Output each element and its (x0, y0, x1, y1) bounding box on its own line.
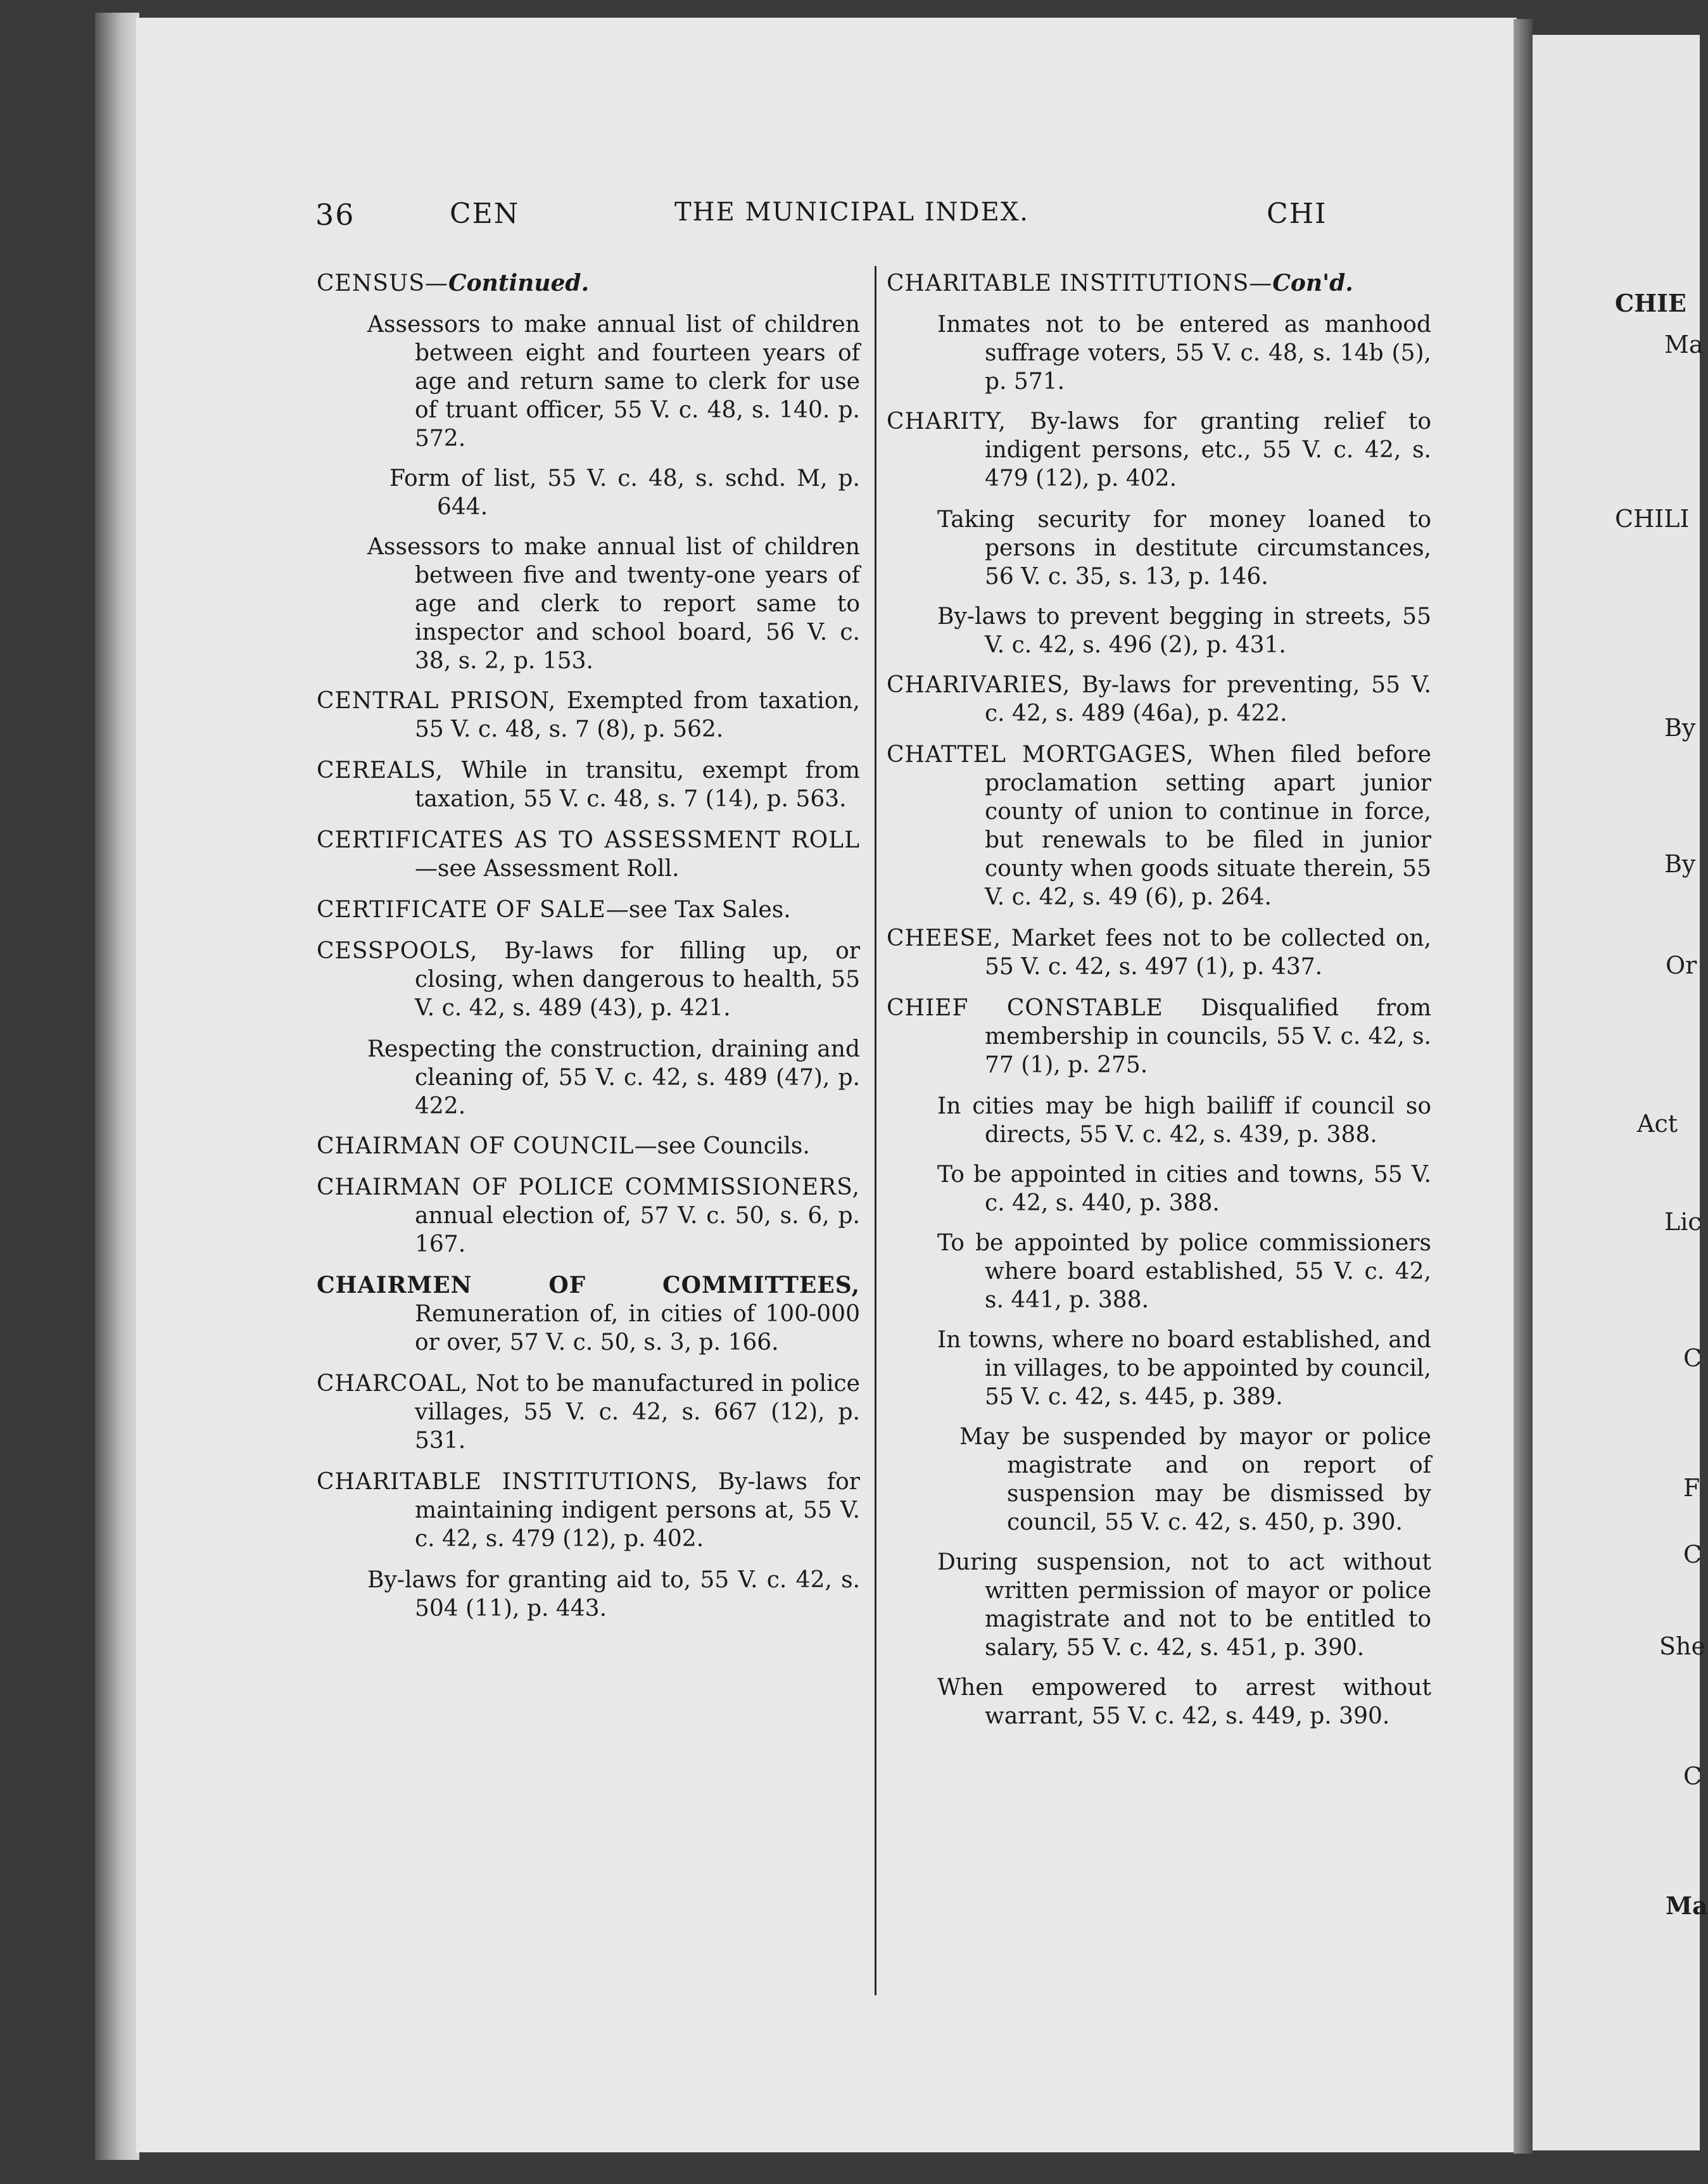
next-page-fragment: CHILI (1615, 505, 1690, 533)
next-page-fragment: Act (1637, 1110, 1678, 1138)
index-entry: CHAIRMAN OF POLICE COMMISSIONERS, annual election of, 57 V. c. 50, s. 6, p. 167. (317, 1174, 860, 1257)
next-page-fragment: By (1664, 714, 1696, 742)
index-entry: CERTIFICATES AS TO ASSESSMENT ROLL—see Assessment Roll. (317, 827, 860, 882)
index-entry: CHARIVARIES, By-laws for preventing, 55 V. c. 42, s. 489 (46a), p. 422. (887, 672, 1431, 727)
next-page-fragment: C (1683, 1540, 1702, 1568)
running-title: THE MUNICIPAL INDEX. (674, 198, 1030, 227)
next-page-fragment: She (1659, 1632, 1705, 1660)
adjacent-page (1533, 35, 1708, 2150)
index-subentry: During suspension, not to act without written permission of mayor or police magistrate and not to be entitled to salary, 55 V. c. 42, s. 451, p. 390. (937, 1549, 1431, 1661)
index-column-left (317, 269, 860, 1634)
next-page-fragment: By (1664, 850, 1696, 878)
next-page-fragment: Ma (1664, 331, 1704, 359)
next-page-fragment: Ma (1666, 1891, 1708, 1920)
index-subentry: In towns, where no board established, and in villages, to be appointed by council, 55 V. c. 42, s. 445, p. 389. (937, 1327, 1431, 1410)
next-page-fragment: Lic (1664, 1208, 1702, 1236)
index-heading: CHARITABLE INSTITUTIONS—Con'd. (887, 270, 1353, 296)
index-subentry: By-laws for granting aid to, 55 V. c. 42, s. 504 (11), p. 443. (367, 1567, 860, 1622)
index-entry: CENTRAL PRISON, Exempted from taxation, 55 V. c. 48, s. 7 (8), p. 562. (317, 688, 860, 742)
index-entry: CERTIFICATE OF SALE—see Tax Sales. (317, 897, 791, 923)
next-page-fragment: Or (1666, 951, 1697, 979)
index-subentry: May be suspended by mayor or police magistrate and on report of suspension may be dismissed by council, 55 V. c. 42, s. 450, p. 390. (959, 1424, 1431, 1535)
index-subentry: To be appointed by police commissioners where board established, 55 V. c. 42, s. 441, p. 388. (937, 1230, 1431, 1313)
index-entry: CHATTEL MORTGAGES, When filed before proclamation setting apart junior county of union to continue in force, but renewals to be filed in junior county when goods situate therein, 55 V. c. 42, s. 49 (6), p. 264. (887, 742, 1431, 910)
index-entry: CHAIRMAN OF COUNCIL—see Councils. (317, 1133, 810, 1159)
left-guide-word: CEN (450, 198, 520, 230)
index-entry: CHARITABLE INSTITUTIONS, By-laws for maintaining indigent persons at, 55 V. c. 42, s. 479 (12), p. 402. (317, 1469, 860, 1552)
index-subentry: Form of list, 55 V. c. 48, s. schd. M, p. 644. (389, 466, 860, 520)
index-subentry: In cities may be high bailiff if council so directs, 55 V. c. 42, s. 439, p. 388. (937, 1093, 1431, 1148)
index-entry: CHARITY, By-laws for granting relief to indigent persons, etc., 55 V. c. 42, s. 479 (12), p. 402. (887, 409, 1431, 492)
index-subentry: Assessors to make annual list of children between five and twenty-one years of age and clerk to report same to inspector and school board, 56 V. c. 38, s. 2, p. 153. (367, 534, 860, 674)
next-page-fragment: C (1683, 1344, 1702, 1372)
index-subentry: To be appointed in cities and towns, 55 V. c. 42, s. 440, p. 388. (937, 1162, 1431, 1216)
index-subentry: Respecting the construction, draining and cleaning of, 55 V. c. 42, s. 489 (47), p. 422. (367, 1036, 860, 1119)
index-entry: CHIEF CONSTABLE Disqualified from membership in councils, 55 V. c. 42, s. 77 (1), p. 275. (887, 995, 1432, 1078)
index-subentry: Assessors to make annual list of children between eight and fourteen years of age and return same to clerk for use of truant officer, 55 V. c. 48, s. 140. p. 572. (367, 312, 860, 452)
scan-page-edge (95, 13, 139, 2160)
index-column-right (887, 269, 1431, 1742)
index-entry: CHARCOAL, Not to be manufactured in police villages, 55 V. c. 42, s. 667 (12), p. 531. (317, 1371, 860, 1454)
next-page-fragment: C (1683, 1762, 1702, 1790)
index-heading: CENSUS—Continued. (317, 270, 590, 296)
index-entry: CEREALS, While in transitu, exempt from taxation, 55 V. c. 48, s. 7 (14), p. 563. (317, 758, 860, 812)
column-divider (875, 266, 876, 1995)
index-entry: CHAIRMEN OF COMMITTEES, Remuneration of, in cities of 100-000 or over, 57 V. c. 50, s. 3, p. 166. (317, 1272, 860, 1355)
next-page-fragment: F (1683, 1474, 1700, 1502)
index-subentry: Taking security for money loaned to persons in destitute circumstances, 56 V. c. 35, s. 13, p. 146. (937, 507, 1431, 590)
page-number: 36 (315, 198, 355, 232)
index-entry: CHEESE, Market fees not to be collected on, 55 V. c. 42, s. 497 (1), p. 437. (887, 925, 1431, 980)
index-subentry: By-laws to prevent begging in streets, 55 V. c. 42, s. 496 (2), p. 431. (937, 604, 1431, 658)
index-subentry: Inmates not to be entered as manhood suffrage voters, 55 V. c. 48, s. 14b (5), p. 571. (937, 312, 1431, 395)
gutter-shadow (1514, 19, 1533, 2154)
next-page-fragment: CHIE (1615, 289, 1686, 317)
right-guide-word: CHI (1267, 198, 1327, 230)
index-entry: CESSPOOLS, By-laws for filling up, or closing, when dangerous to health, 55 V. c. 42, s. 489 (43), p. 421. (317, 938, 860, 1021)
index-subentry: When empowered to arrest without warrant, 55 V. c. 42, s. 449, p. 390. (937, 1675, 1431, 1729)
